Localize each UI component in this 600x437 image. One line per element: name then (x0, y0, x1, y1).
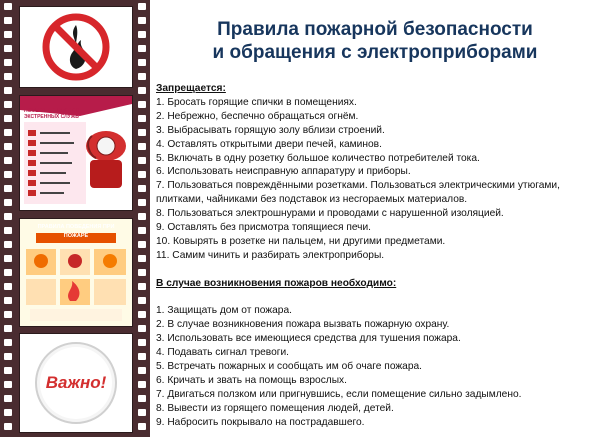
sprocket-hole (138, 3, 146, 10)
forbidden-header: Запрещается: (156, 83, 226, 94)
sprocket-hole (138, 101, 146, 108)
fire-step: 3. Использовать все имеющиеся средства для тушения пожара. (156, 333, 461, 345)
sprocket-hole (138, 311, 146, 318)
forbidden-item: 1. Бросать горящие спички в помещениях. (156, 96, 357, 108)
sprocket-hole (4, 87, 12, 94)
sprocket-hole (138, 87, 146, 94)
sprocket-hole (138, 423, 146, 430)
forbidden-item: 4. Оставлять открытыми двери печей, каминов. (156, 138, 382, 150)
sprocket-hole (4, 409, 12, 416)
sprocket-hole (138, 381, 146, 388)
sprocket-hole (138, 213, 146, 220)
forbidden-item: 2. Небрежно, беспечно обращаться огнём. (156, 110, 359, 122)
sprocket-hole (138, 269, 146, 276)
sprocket-hole (138, 339, 146, 346)
sprocket-hole (4, 381, 12, 388)
forbidden-item: 6. Использовать неисправную аппаратуру и приборы. (156, 166, 411, 178)
sprocket-hole (138, 45, 146, 52)
title-line-2: и обращения с электроприборами (212, 42, 538, 63)
sprocket-hole (4, 339, 12, 346)
sprocket-hole (138, 297, 146, 304)
sprocket-hole (4, 423, 12, 430)
sprocket-hole (138, 283, 146, 290)
sprocket-hole (138, 325, 146, 332)
forbidden-item: 8. Пользоваться электрошнурами и проводами с нарушенной изоляцией. (156, 208, 504, 220)
no-fire-icon (20, 7, 132, 87)
forbidden-item: 7. Пользоваться повреждёнными розетками. Пользоваться электрическими утюгами, плитками, чайниками без подставок из несгораемых материалов. (156, 180, 560, 206)
sprocket-hole (4, 17, 12, 24)
forbidden-item: 10. Ковырять в розетке ни пальцем, ни другими предметами. (156, 235, 446, 247)
sprocket-hole (138, 171, 146, 178)
page-title (160, 18, 590, 64)
sprocket-hole (138, 31, 146, 38)
fire-step: 5. Встречать пожарных и сообщать им об очаге пожара. (156, 361, 423, 373)
sprocket-hole (138, 129, 146, 136)
important-badge-frame (19, 333, 133, 433)
title-line-1: Правила пожарной безопасности (217, 19, 533, 40)
sprocket-hole (138, 255, 146, 262)
forbidden-item: 3. Выбрасывать горящую золу вблизи строений. (156, 124, 385, 136)
sprocket-hole (4, 297, 12, 304)
sprocket-hole (138, 157, 146, 164)
sprocket-hole (4, 283, 12, 290)
spacer (156, 291, 594, 305)
sprocket-hole (138, 409, 146, 416)
fire-step: 2. В случае возникновения пожара вызвать пожарную охрану. (156, 319, 450, 331)
sprocket-hole (138, 59, 146, 66)
sprocket-hole (4, 45, 12, 52)
sprocket-hole (138, 115, 146, 122)
forbidden-item: 9. Оставлять без присмотра топящиеся печи. (156, 222, 372, 234)
sprocket-hole (138, 143, 146, 150)
sprocket-hole (4, 353, 12, 360)
fire-step: 7. Двигаться ползком или пригнувшись, если помещение сильно задымлено. (156, 388, 522, 400)
film-strip (0, 0, 150, 437)
sprocket-holes-left (4, 0, 12, 437)
sprocket-hole (4, 157, 12, 164)
emergency-numbers-poster (19, 95, 133, 211)
spacer (156, 263, 594, 277)
sprocket-hole (4, 129, 12, 136)
fire-header: В случае возникновения пожаров необходимо: (156, 277, 397, 289)
sprocket-hole (4, 171, 12, 178)
rules-content (156, 82, 594, 430)
sprocket-hole (138, 395, 146, 402)
fire-behaviour-poster (19, 218, 133, 327)
no-fire-sign-frame (19, 6, 133, 88)
important-badge-text: Важно! (45, 373, 107, 392)
sprocket-hole (4, 101, 12, 108)
sprocket-hole (4, 31, 12, 38)
sprocket-hole (4, 115, 12, 122)
sprocket-hole (4, 395, 12, 402)
sprocket-hole (138, 17, 146, 24)
forbidden-item: 5. Включать в одну розетку большое количество потребителей тока. (156, 152, 480, 164)
fire-step: 9. Набросить покрывало на пострадавшего. (156, 416, 365, 428)
fire-step: 4. Подавать сигнал тревоги. (156, 347, 290, 359)
sprocket-hole (4, 199, 12, 206)
sprocket-hole (138, 73, 146, 80)
sprocket-hole (4, 213, 12, 220)
sprocket-hole (4, 311, 12, 318)
fire-step: 1. Защищать дом от пожара. (156, 305, 292, 317)
sprocket-hole (4, 185, 12, 192)
sprocket-hole (4, 325, 12, 332)
sprocket-hole (4, 241, 12, 248)
fire-step: 6. Кричать и звать на помощь взрослых. (156, 375, 347, 386)
forbidden-item: 11. Самим чинить и разбирать электроприборы. (156, 249, 385, 261)
poster2-title: ПРАВИЛА ПОВЕДЕНИЯ ПРИ ПОЖАРЕ (37, 224, 115, 239)
poster1-title: НОМЕРА ТЕЛЕФОНОВ ЭКСТРЕННЫХ СЛУЖБ (24, 108, 80, 120)
sprocket-hole (4, 3, 12, 10)
sprocket-hole (138, 227, 146, 234)
sprocket-hole (4, 73, 12, 80)
sprocket-hole (138, 353, 146, 360)
sprocket-hole (4, 255, 12, 262)
sprocket-hole (4, 59, 12, 66)
sprocket-holes-right (138, 0, 146, 437)
sprocket-hole (4, 143, 12, 150)
sprocket-hole (4, 227, 12, 234)
sprocket-hole (138, 241, 146, 248)
sprocket-hole (4, 367, 12, 374)
sprocket-hole (138, 199, 146, 206)
sprocket-hole (138, 185, 146, 192)
fire-step: 8. Вывести из горящего помещения людей, детей. (156, 402, 394, 414)
sprocket-hole (4, 269, 12, 276)
sprocket-hole (138, 367, 146, 374)
